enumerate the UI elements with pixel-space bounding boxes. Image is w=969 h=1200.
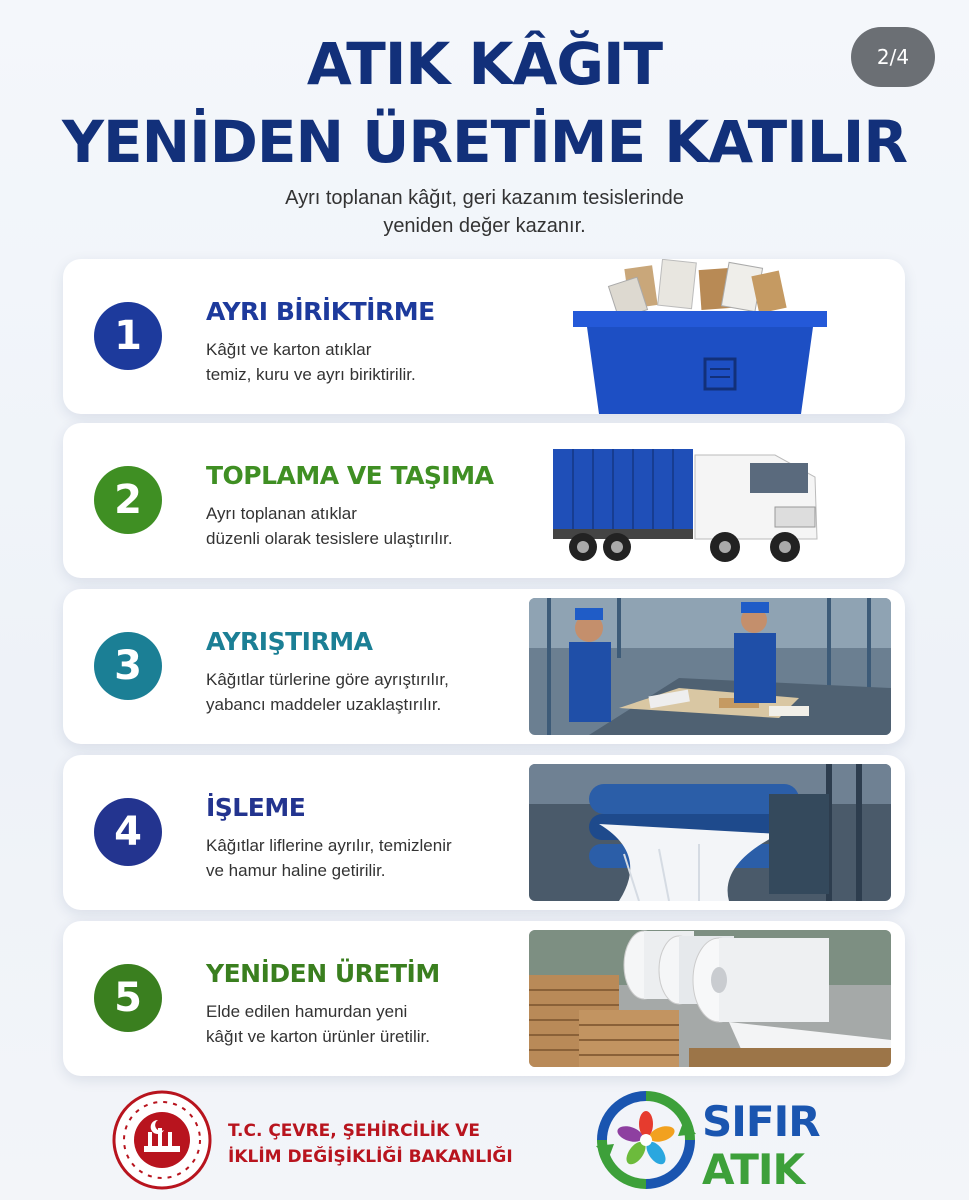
step-number-badge: 1 [94,302,162,370]
subtitle-line2: yeniden değer kazanır. [383,215,586,237]
paper-rolls-image [529,930,891,1067]
step-description [206,833,452,883]
ministry-name [228,1118,513,1170]
truck-image [545,427,835,577]
step-number-badge: 5 [94,964,162,1032]
step-description [206,667,449,717]
recycling-bin-image [565,259,845,414]
ministry-line2: İKLİM DEĞİŞİKLİĞİ BAKANLIĞI [228,1147,513,1167]
page-title-line1: ATIK KÂĞIT [306,30,663,98]
ministry-emblem [112,1090,212,1190]
step-number-badge: 3 [94,632,162,700]
step-card-4 [63,755,905,910]
step-desc-line2: ve hamur haline getirilir. [206,861,386,880]
step-card-3 [63,589,905,744]
paper-machine-image [529,764,891,901]
ministry-line1: T.C. ÇEVRE, ŞEHİRCİLİK VE [228,1121,480,1141]
step-title: AYRI BİRİKTİRME [206,297,435,326]
step-desc-line1: Elde edilen hamurdan yeni [206,1002,408,1021]
step-card-2 [63,423,905,578]
step-card-1 [63,259,905,414]
step-desc-line1: Kâğıt ve karton atıklar [206,340,372,359]
step-desc-line1: Ayrı toplanan atıklar [206,504,357,523]
zero-waste-line2: ATIK [702,1145,805,1194]
step-title: AYRIŞTIRMA [206,627,373,656]
step-description [206,337,416,387]
step-title: YENİDEN ÜRETİM [206,959,440,988]
step-desc-line2: kâğıt ve karton ürünler üretilir. [206,1027,430,1046]
subtitle-line1: Ayrı toplanan kâğıt, geri kazanım tesislerinde [285,187,684,209]
step-desc-line2: yabancı maddeler uzaklaştırılır. [206,695,442,714]
step-number-badge: 4 [94,798,162,866]
step-description [206,999,430,1049]
sorting-workers-image [529,598,891,735]
step-desc-line2: temiz, kuru ve ayrı biriktirilir. [206,365,416,384]
page-title-line2: YENİDEN ÜRETİME KATILIR [62,108,907,176]
step-desc-line1: Kâğıtlar türlerine göre ayrıştırılır, [206,670,449,689]
step-description [206,501,453,551]
step-desc-line1: Kâğıtlar liflerine ayrılır, temizlenir [206,836,452,855]
step-title: İŞLEME [206,793,306,822]
step-card-5 [63,921,905,1076]
page-counter: 2/4 [851,27,935,87]
step-number-badge: 2 [94,466,162,534]
page-subtitle [0,184,969,240]
zero-waste-line1: SIFIR [702,1097,820,1146]
step-title: TOPLAMA VE TAŞIMA [206,461,494,490]
zero-waste-wordmark [702,1098,820,1194]
zero-waste-logo-icon [596,1090,696,1192]
step-desc-line2: düzenli olarak tesislere ulaştırılır. [206,529,453,548]
